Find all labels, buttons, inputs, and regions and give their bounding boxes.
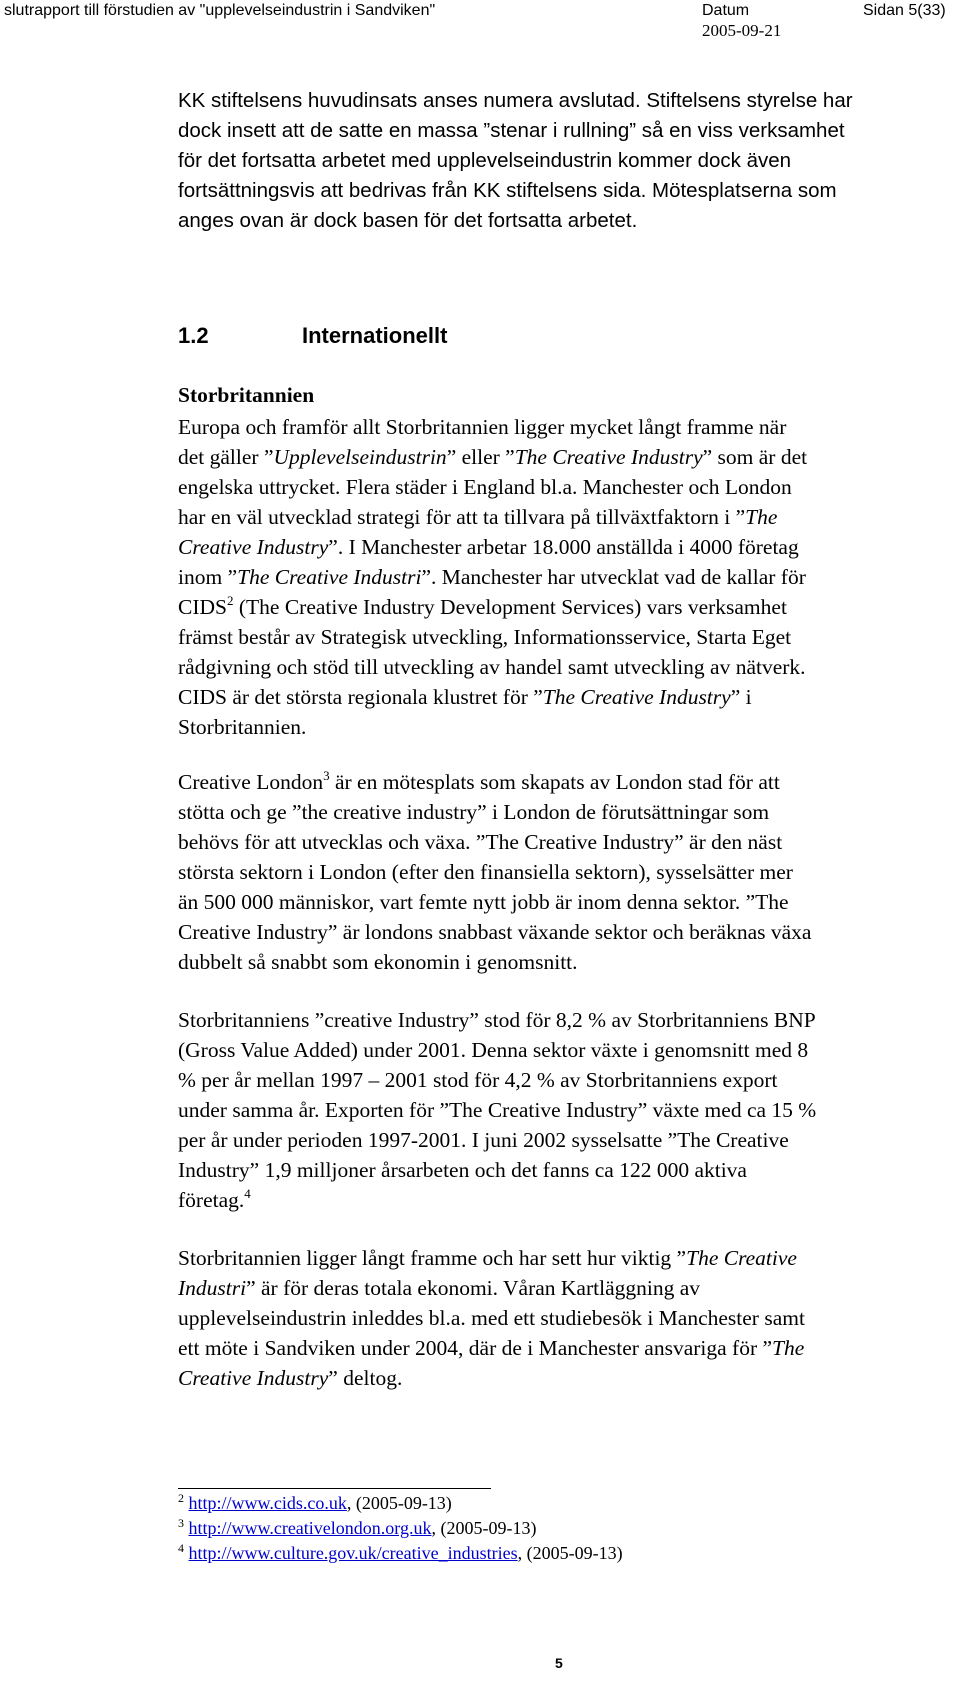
header-title: slutrapport till förstudien av "upplevelseindustrin i Sandviken" bbox=[4, 2, 436, 19]
footnote-ref: 4 bbox=[244, 1186, 251, 1201]
footnote-4 bbox=[178, 1541, 623, 1565]
intro-paragraph bbox=[178, 86, 956, 236]
text-line bbox=[178, 682, 956, 712]
text-line bbox=[178, 1185, 956, 1215]
text-run: det gäller ” bbox=[178, 445, 274, 469]
text-line: per år under perioden 1997-2001. I juni 2002 sysselsatte ”The Creative bbox=[178, 1128, 789, 1152]
text-line: än 500 000 människor, vart femte nytt jobb är inom denna sektor. ”The bbox=[178, 890, 789, 914]
paragraph-creative-london bbox=[178, 767, 956, 977]
italic-run: Creative Industry bbox=[178, 1366, 329, 1390]
text-line: under samma år. Exporten för ”The Creative Industry” växte med ca 15 % bbox=[178, 1098, 817, 1122]
text-run: ” är för deras totala ekonomi. Våran Kartläggning av bbox=[246, 1276, 701, 1300]
text-line: engelska uttrycket. Flera städer i England bl.a. Manchester och London bbox=[178, 475, 792, 499]
text-run: ett möte i Sandviken under 2004, där de i Manchester ansvariga för ” bbox=[178, 1336, 773, 1360]
italic-run: The bbox=[745, 505, 778, 529]
text-run: Storbritannien ligger långt framme och har sett hur viktig ” bbox=[178, 1246, 687, 1270]
footnote-number: 2 bbox=[178, 1491, 184, 1505]
text-line: Storbritannien. bbox=[178, 715, 307, 739]
text-run: är en mötesplats som skapats av London stad för att bbox=[329, 770, 780, 794]
text-run: CIDS bbox=[178, 595, 227, 619]
text-line: upplevelseindustrin inleddes bl.a. med ett studiebesök i Manchester samt bbox=[178, 1306, 805, 1330]
italic-run: Industri bbox=[178, 1276, 247, 1300]
footnote-ref: 2 bbox=[226, 593, 234, 608]
text-line bbox=[178, 1363, 956, 1393]
text-line: Industry” 1,9 milljoner årsarbeten och det fanns ca 122 000 aktiva bbox=[178, 1158, 747, 1182]
footnote-link[interactable]: http://www.cids.co.uk bbox=[188, 1493, 347, 1513]
italic-run: The Creative Industri bbox=[237, 565, 422, 589]
text-line: % per år mellan 1997 – 2001 stod för 4,2 % av Storbritanniens export bbox=[178, 1068, 778, 1092]
footnote-ref: 3 bbox=[323, 768, 330, 783]
text-line: rådgivning och stöd till utveckling av handel samt utveckling av nätverk. bbox=[178, 655, 806, 679]
intro-line: KK stiftelsens huvudinsats anses numera avslutad. Stiftelsens styrelse har bbox=[178, 89, 853, 112]
text-run: Creative London bbox=[178, 770, 324, 794]
header-date-label: Datum bbox=[702, 2, 750, 19]
text-run: ” eller ” bbox=[446, 445, 515, 469]
text-line bbox=[178, 767, 956, 797]
footnote-number: 3 bbox=[178, 1516, 184, 1530]
footnote-3 bbox=[178, 1516, 536, 1540]
text-line bbox=[178, 592, 956, 622]
footnote-link[interactable]: http://www.culture.gov.uk/creative_industries bbox=[188, 1543, 518, 1563]
text-line: största sektorn i London (efter den finansiella sektorn), sysselsätter mer bbox=[178, 860, 793, 884]
text-run: ”. Manchester har utvecklat vad de kallar för bbox=[421, 565, 806, 589]
italic-run: Upplevelseindustrin bbox=[273, 445, 447, 469]
text-line: Creative Industry” är londons snabbast växande sektor och beräknas växa bbox=[178, 920, 812, 944]
header-page-label: Sidan 5(33) bbox=[863, 2, 946, 19]
text-line bbox=[178, 1333, 956, 1363]
footnote-number: 4 bbox=[178, 1541, 184, 1555]
footnote-date: , (2005-09-13) bbox=[517, 1543, 623, 1563]
text-line: Europa och framför allt Storbritannien ligger mycket långt framme när bbox=[178, 415, 787, 439]
footnote-link[interactable]: http://www.creativelondon.org.uk bbox=[188, 1518, 432, 1538]
text-line bbox=[178, 442, 956, 472]
text-line: främst består av Strategisk utveckling, Informationsservice, Starta Eget bbox=[178, 625, 792, 649]
text-line: (Gross Value Added) under 2001. Denna sektor växte i genomsnitt med 8 bbox=[178, 1038, 809, 1062]
section-heading bbox=[178, 322, 447, 350]
text-line bbox=[178, 562, 956, 592]
text-line: stötta och ge ”the creative industry” i London de förutsättningar som bbox=[178, 800, 770, 824]
text-run: CIDS är det största regionala klustret för ” bbox=[178, 685, 543, 709]
text-run: ” deltog. bbox=[328, 1366, 403, 1390]
intro-line: för det fortsatta arbetet med upplevelseindustrin kommer dock även bbox=[178, 149, 792, 172]
intro-line: fortsättningsvis att bedrivas från KK stiftelsens sida. Mötesplatserna som bbox=[178, 179, 837, 202]
text-run: ”. I Manchester arbetar 18.000 anställda i 4000 företag bbox=[328, 535, 799, 559]
text-line bbox=[178, 1273, 956, 1303]
text-run: ” som är det bbox=[702, 445, 808, 469]
intro-line: anges ovan är dock basen för det fortsatta arbetet. bbox=[178, 209, 638, 232]
text-line: behövs för att utvecklas och växa. ”The Creative Industry” är den näst bbox=[178, 830, 783, 854]
footnote-date: , (2005-09-13) bbox=[346, 1493, 452, 1513]
text-line bbox=[178, 1243, 956, 1273]
paragraph-uk-stats bbox=[178, 1005, 956, 1215]
italic-run: The bbox=[772, 1336, 805, 1360]
text-run: har en väl utvecklad strategi för att ta tillvara på tillväxtfaktorn i ” bbox=[178, 505, 746, 529]
paragraph-uk-intro bbox=[178, 412, 956, 742]
text-run: ” i bbox=[730, 685, 752, 709]
text-run: (The Creative Industry Development Services) vars verksamhet bbox=[233, 595, 787, 619]
text-run: inom ” bbox=[178, 565, 238, 589]
text-line: Storbritanniens ”creative Industry” stod för 8,2 % av Storbritanniens BNP bbox=[178, 1008, 816, 1032]
text-line bbox=[178, 502, 956, 532]
italic-run: Creative Industry bbox=[178, 535, 329, 559]
header-date: 2005-09-21 bbox=[702, 21, 782, 40]
italic-run: The Creative Industry bbox=[542, 685, 731, 709]
section-title: Internationellt bbox=[302, 323, 448, 348]
italic-run: The Creative Industry bbox=[514, 445, 703, 469]
footnote-date: , (2005-09-13) bbox=[431, 1518, 537, 1538]
footnote-divider bbox=[178, 1488, 491, 1489]
page-number: 5 bbox=[555, 1655, 563, 1671]
intro-line: dock insett att de satte en massa ”stenar i rullning” så en viss verksamhet bbox=[178, 119, 845, 142]
subheading: Storbritannien bbox=[178, 383, 315, 407]
text-run: företag. bbox=[178, 1188, 245, 1212]
paragraph-conclusion bbox=[178, 1243, 956, 1393]
text-line bbox=[178, 532, 956, 562]
section-number: 1.2 bbox=[178, 323, 209, 348]
footnote-2 bbox=[178, 1491, 452, 1515]
text-line: dubbelt så snabbt som ekonomin i genomsnitt. bbox=[178, 950, 578, 974]
italic-run: The Creative bbox=[686, 1246, 797, 1270]
